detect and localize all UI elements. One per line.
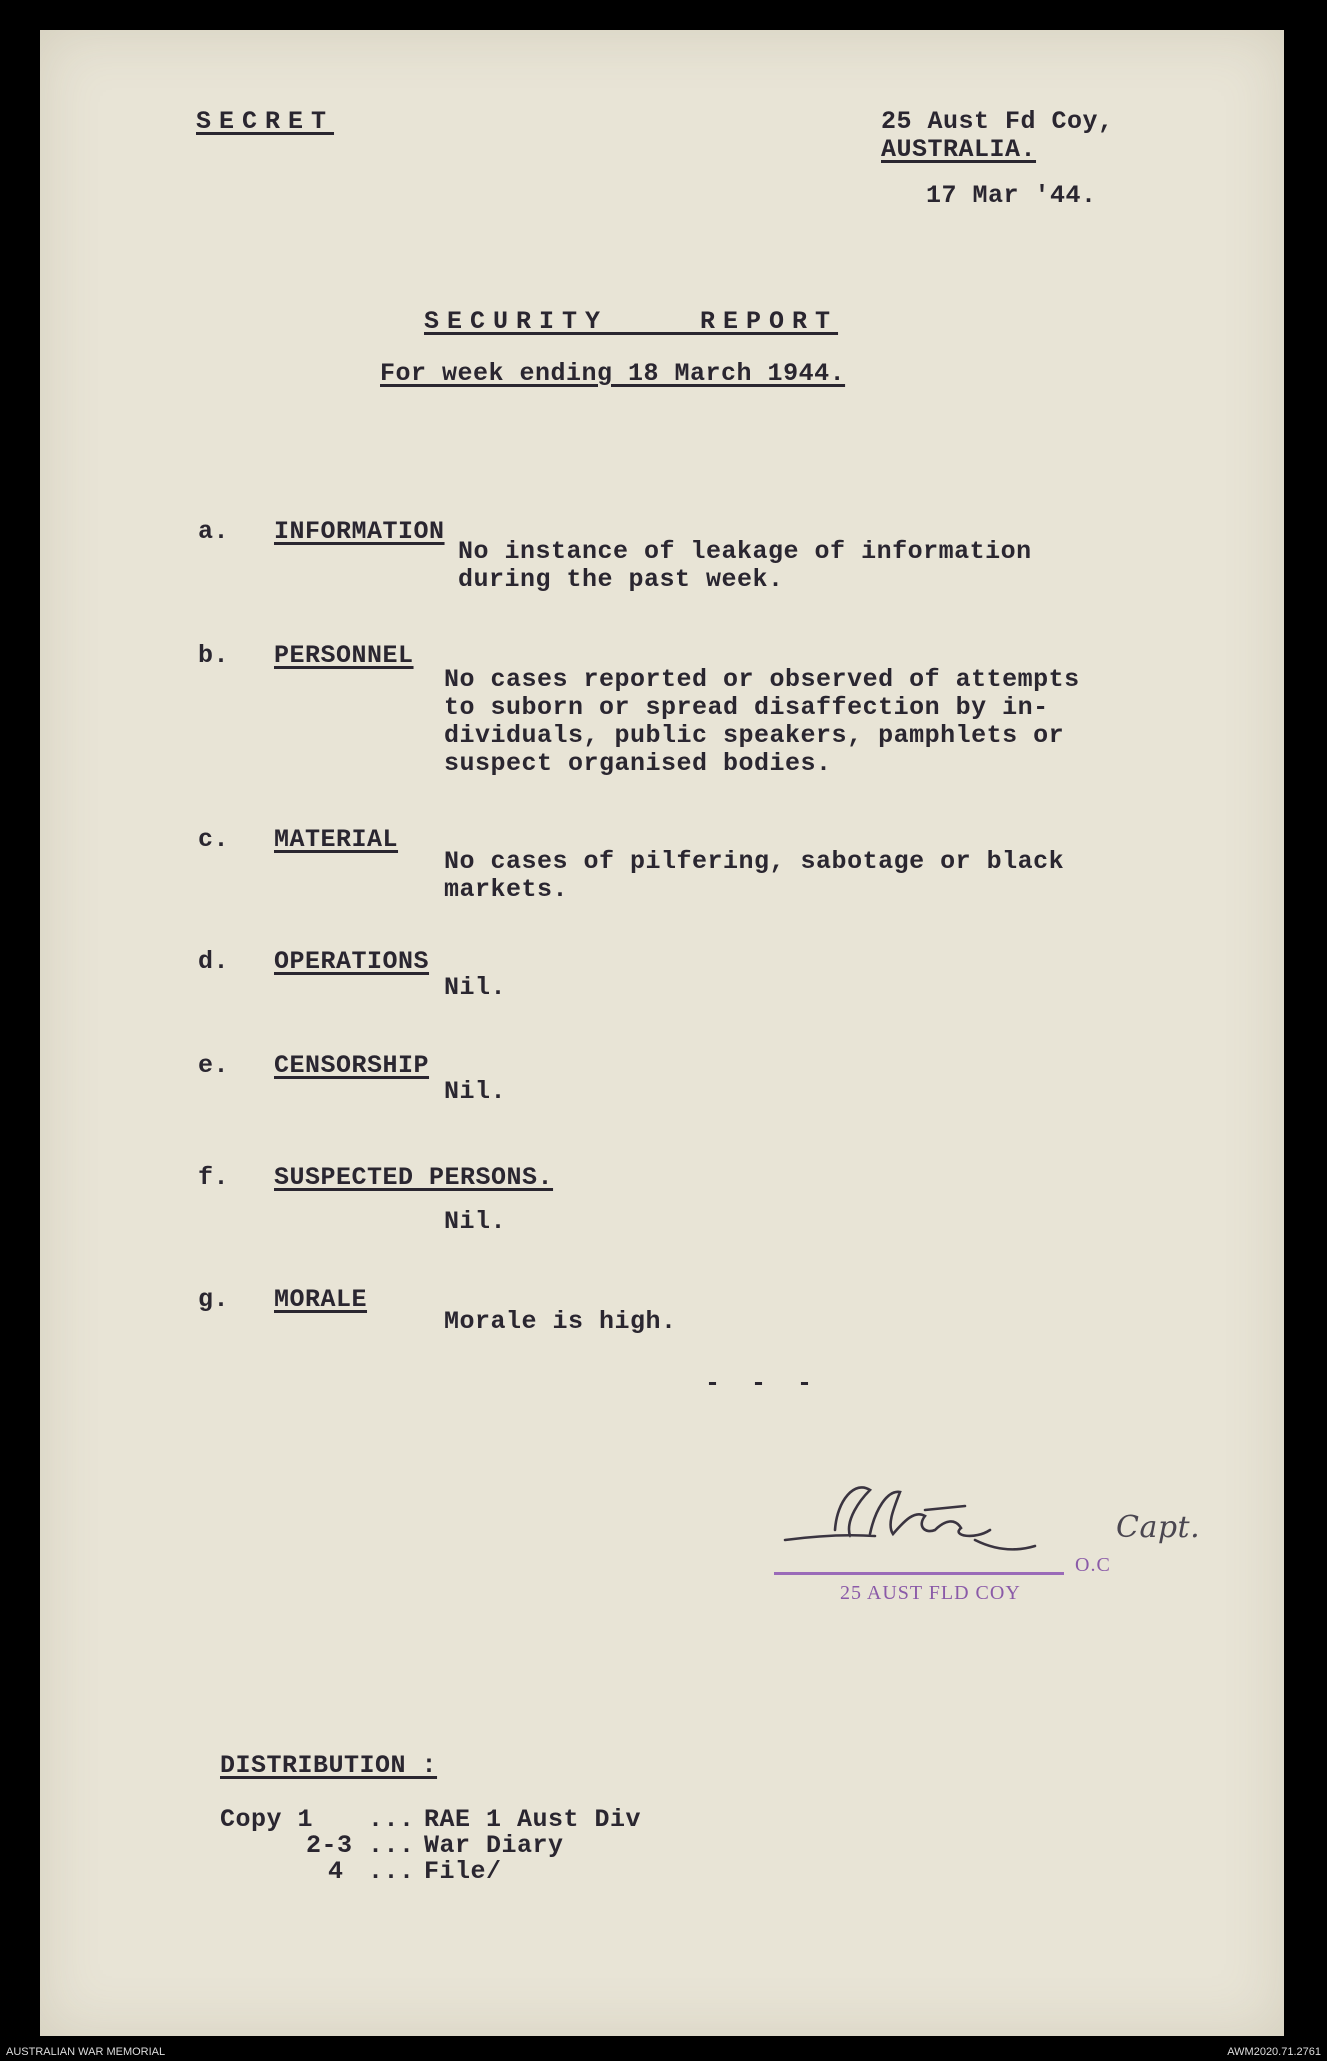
distribution-heading: DISTRIBUTION : [220,1751,438,1780]
distribution-dots: ... [368,1831,415,1860]
item-heading-material: MATERIAL [274,825,399,854]
item-letter: c. [198,825,230,854]
signature-title: Capt. [1116,1510,1201,1545]
item-text-line: Morale is high. [444,1307,677,1336]
item-heading-information: INFORMATION [274,517,445,546]
stamp-line [774,1572,1064,1575]
item-text-line: dividuals, public speakers, pamphlets or [444,721,1065,750]
item-text-line: Nil. [444,1077,507,1106]
item-heading-operations: OPERATIONS [274,947,430,976]
unit-address-line2: AUSTRALIA. [881,135,1037,164]
item-heading-suspected-persons: SUSPECTED PERSONS. [274,1163,554,1192]
stamp-unit: 25 AUST FLD COY [840,1582,1021,1604]
distribution-copy: Copy 1 [220,1805,314,1834]
report-title: SECURITY REPORT [424,307,839,336]
item-letter: a. [198,517,230,546]
item-heading-censorship: CENSORSHIP [274,1051,430,1080]
distribution-recipient: RAE 1 Aust Div [424,1805,642,1834]
item-text-line: Nil. [444,1207,507,1236]
distribution-dots: ... [368,1857,415,1886]
distribution-recipient: File/ [424,1857,502,1886]
footer-institution: AUSTRALIAN WAR MEMORIAL [6,2046,166,2058]
distribution-copy: 2-3 [306,1831,353,1860]
section-separator: - - - [705,1369,821,1398]
unit-address-line1: 25 Aust Fd Coy, [881,107,1114,136]
item-letter: g. [198,1285,230,1314]
item-text-line: No cases reported or observed of attempts [444,665,1080,694]
footer-accession-number: AWM2020.71.2761 [1227,2046,1321,2058]
item-letter: b. [198,641,230,670]
item-heading-personnel: PERSONNEL [274,641,414,670]
distribution-recipient: War Diary [424,1831,564,1860]
report-date: 17 Mar '44. [926,181,1097,210]
item-letter: e. [198,1051,230,1080]
item-text-line: to suborn or spread disaffection by in- [444,693,1049,722]
item-letter: d. [198,947,230,976]
report-subtitle: For week ending 18 March 1944. [380,359,846,388]
item-text-line: Nil. [444,973,507,1002]
document-page [40,30,1284,2036]
item-heading-morale: MORALE [274,1285,368,1314]
item-text-line: markets. [444,875,569,904]
classification-label: SECRET [196,107,335,136]
item-text-line: suspect organised bodies. [444,749,832,778]
distribution-copy: 4 [328,1857,344,1886]
handwritten-signature [775,1470,1075,1560]
stamp-suffix: O.C [1075,1554,1111,1576]
item-letter: f. [198,1163,230,1192]
distribution-dots: ... [368,1805,415,1834]
item-text-line: during the past week. [458,565,784,594]
item-text-line: No instance of leakage of information [458,537,1032,566]
item-text-line: No cases of pilfering, sabotage or black [444,847,1065,876]
